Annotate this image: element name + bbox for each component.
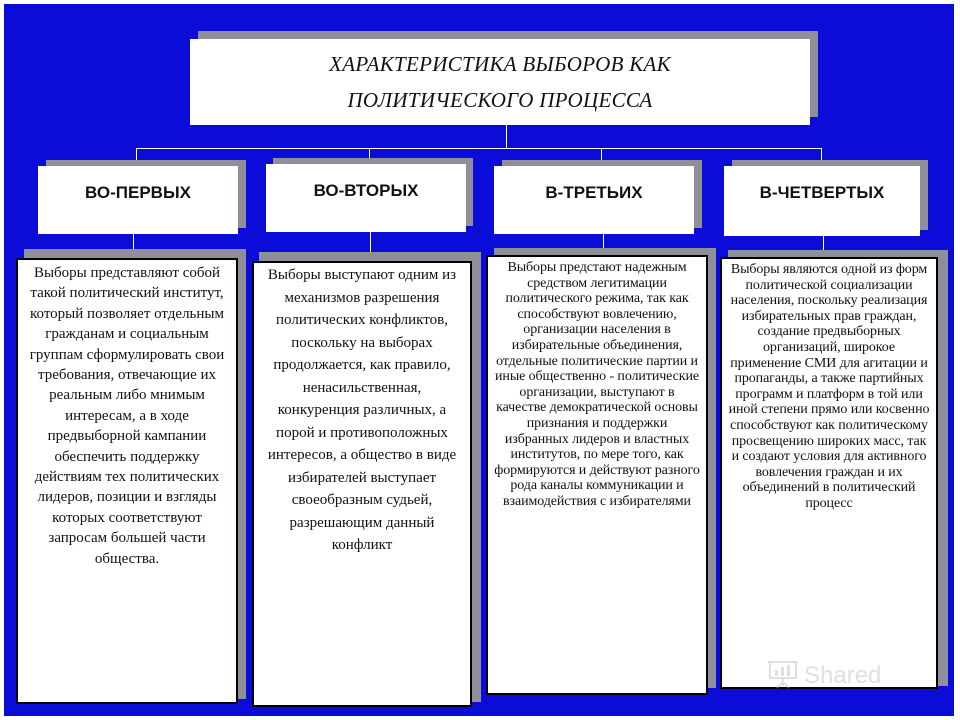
slide-background: [4, 4, 954, 716]
content-text-1: Выборы представляют собой такой политический институт, который позволяет отдельным гражданам и социальным группам сформулировать свои требования, отвечающие их реальным либо мнимым интересам, а в ходе предвыборной кампании обеспечить поддержку действиям тех политических лидеров, позиции и взгляды которых соответствуют запросам большей части общества.: [29, 265, 225, 567]
content-box-4: [720, 257, 938, 689]
horizontal-connector-line: [136, 148, 822, 149]
title-box: [190, 39, 810, 125]
presentation-board-icon: [766, 656, 800, 695]
heading-label-3: В-ТРЕТЬИХ: [545, 183, 643, 202]
watermark: [766, 656, 881, 695]
title-connector-line: [506, 125, 507, 149]
heading-label-4: В-ЧЕТВЕРТЫХ: [759, 183, 885, 202]
content-box-2: [252, 261, 472, 707]
content-text-4: Выборы являются одной из форм политической социализации населения, поскольку реализация избирательных прав граждан, создание предвыборных организаций, широкое применение СМИ для агитации и пропаганды, а также партийных программ и платформ в той или иной степени прямо или косвенно способствуют как политическому просвещению широких масс, так и создают условия для активного вовлечения граждан и их объединений в политический процесс: [728, 262, 930, 511]
heading-label-1: ВО-ПЕРВЫХ: [85, 183, 191, 202]
content-box-1: [16, 258, 238, 704]
heading-label-2: ВО-ВТОРЫХ: [313, 181, 419, 200]
heading-box-3: [494, 166, 694, 234]
content-text-2: Выборы выступают одним из механизмов разрешения политических конфликтов, поскольку на выборах продолжается, как правило, ненасильственная, конкуренция различных, а порой и противоположных интересов, а общество в виде избирателей выступает своеобразным судьей, разрешающим данный конфликт: [267, 267, 457, 553]
heading-box-4: [724, 166, 920, 236]
heading-box-2: [266, 164, 466, 232]
title-line-1: ХАРАКТЕРИСТИКА ВЫБОРОВ КАК: [329, 52, 671, 76]
heading-box-1: [38, 166, 238, 234]
content-text-3: Выборы предстают надежным средством легитимации политического режима, так как способствуют вовлечению, организации населения в избирательные объединения, отдельные политические партии и иные общественно - политические организации, выступают в качестве демократической основы признания и поддержки избранных лидеров и властных институтов, по мере того, как формируются и действуют разного рода каналы коммуникации и взаимодействия с избирателями: [494, 260, 700, 509]
content-box-3: [486, 255, 708, 695]
title-line-2: ПОЛИТИЧЕСКОГО ПРОЦЕССА: [347, 88, 653, 112]
watermark-label: Shared: [804, 661, 882, 689]
